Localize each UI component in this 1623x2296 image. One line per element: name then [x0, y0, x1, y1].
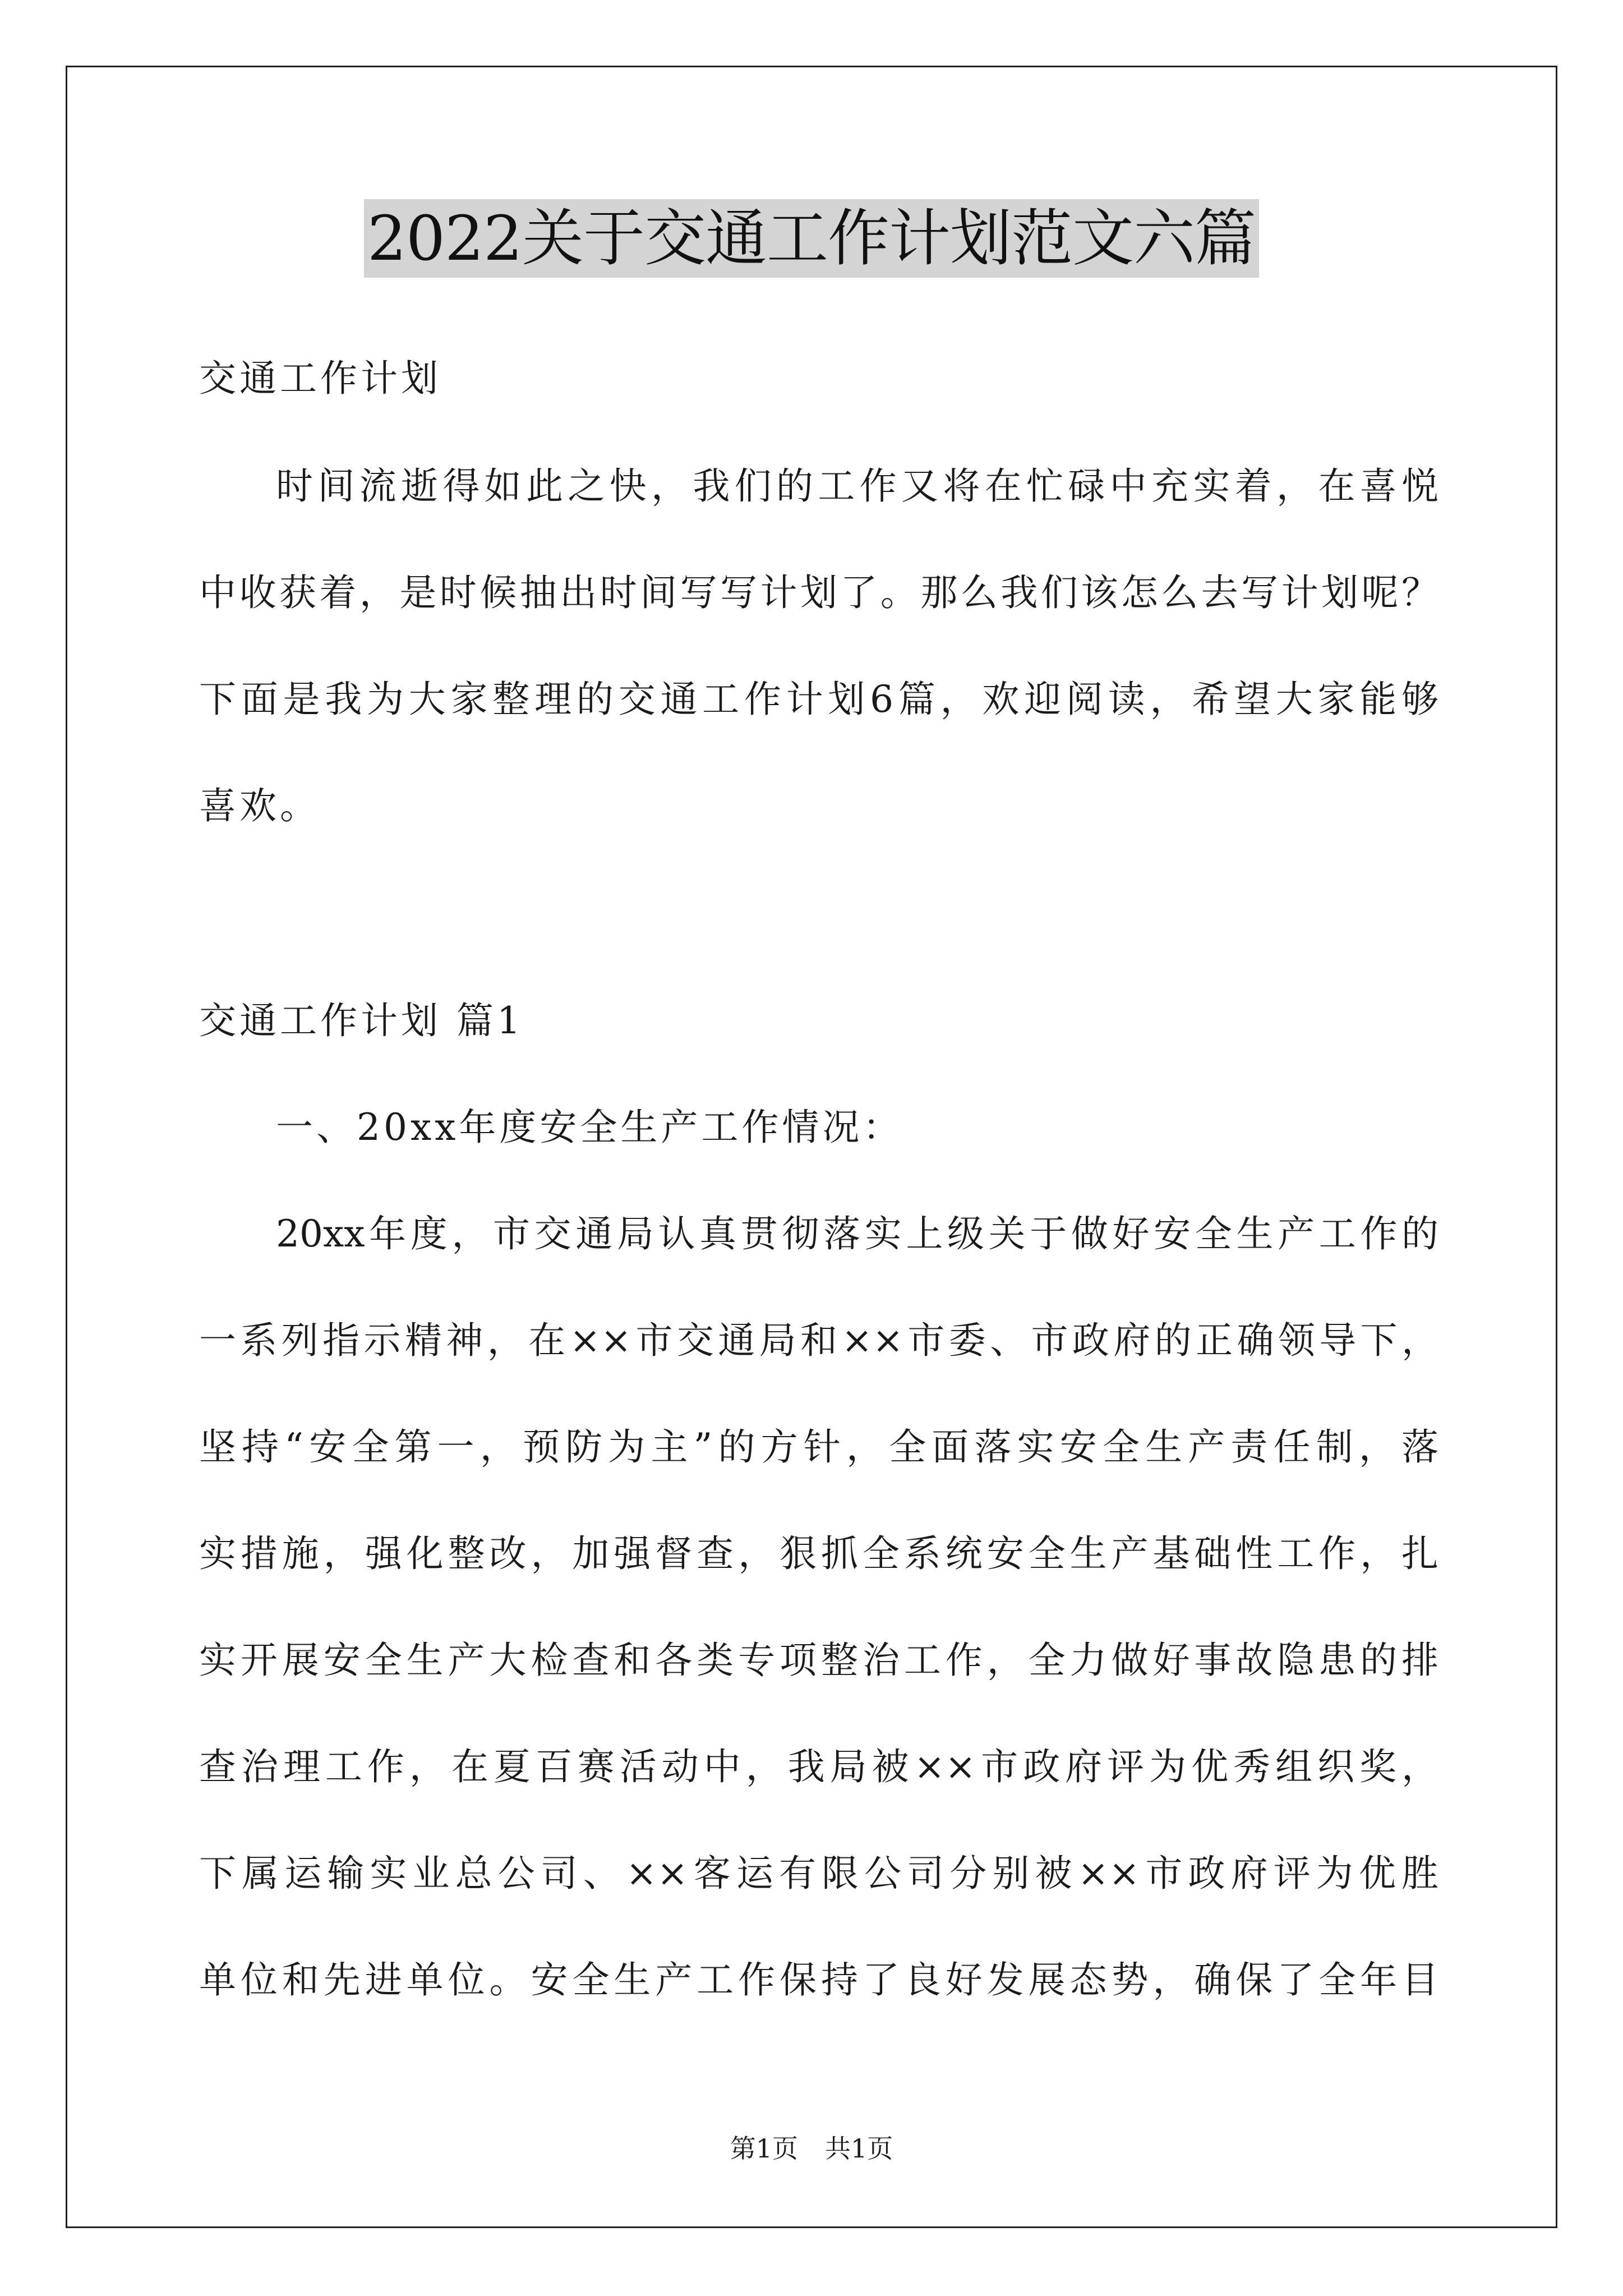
- body-line-7: 下属运输实业总公司、××客运有限公司分别被××市政府评为优胜: [199, 1852, 1438, 1895]
- body-line-2: 一系列指示精神，在××市交通局和××市委、市政府的正确领导下，: [199, 1319, 1438, 1362]
- page-number: 第1页: [730, 2133, 798, 2164]
- body-line-3: 坚持“安全第一，预防为主”的方针，全面落实安全生产责任制，落: [199, 1425, 1438, 1469]
- page-footer: [0, 2132, 1623, 2165]
- intro-line-2: 中收获着，是时候抽出时间写写计划了。那么我们该怎么去写计划呢？: [199, 571, 1438, 614]
- body-line-6: 查治理工作，在夏百赛活动中，我局被××市政府评为优秀组织奖，: [199, 1745, 1438, 1788]
- title-container: [0, 199, 1623, 278]
- body-line-8: 单位和先进单位。安全生产工作保持了良好发展态势，确保了全年目: [199, 1958, 1438, 2001]
- heading-section-1: 交通工作计划 篇1: [199, 999, 524, 1042]
- body-line-4: 实措施，强化整改，加强督查，狠抓全系统安全生产基础性工作，扎: [199, 1532, 1438, 1575]
- heading-intro: 交通工作计划: [199, 357, 441, 400]
- intro-line-4: 喜欢。: [199, 784, 320, 827]
- body-line-1: 20xx年度，市交通局认真贯彻落实上级关于做好安全生产工作的: [276, 1212, 1438, 1255]
- intro-line-3: 下面是我为大家整理的交通工作计划6篇，欢迎阅读，希望大家能够: [199, 678, 1438, 721]
- intro-line-1: 时间流逝得如此之快，我们的工作又将在忙碌中充实着，在喜悦: [276, 464, 1438, 508]
- subheading-1: 一、20xx年度安全生产工作情况：: [276, 1106, 903, 1149]
- body-line-5: 实开展安全生产大检查和各类专项整治工作，全力做好事故隐患的排: [199, 1639, 1438, 1682]
- page-total: 共1页: [825, 2133, 893, 2164]
- document-title: 2022关于交通工作计划范文六篇: [364, 199, 1259, 278]
